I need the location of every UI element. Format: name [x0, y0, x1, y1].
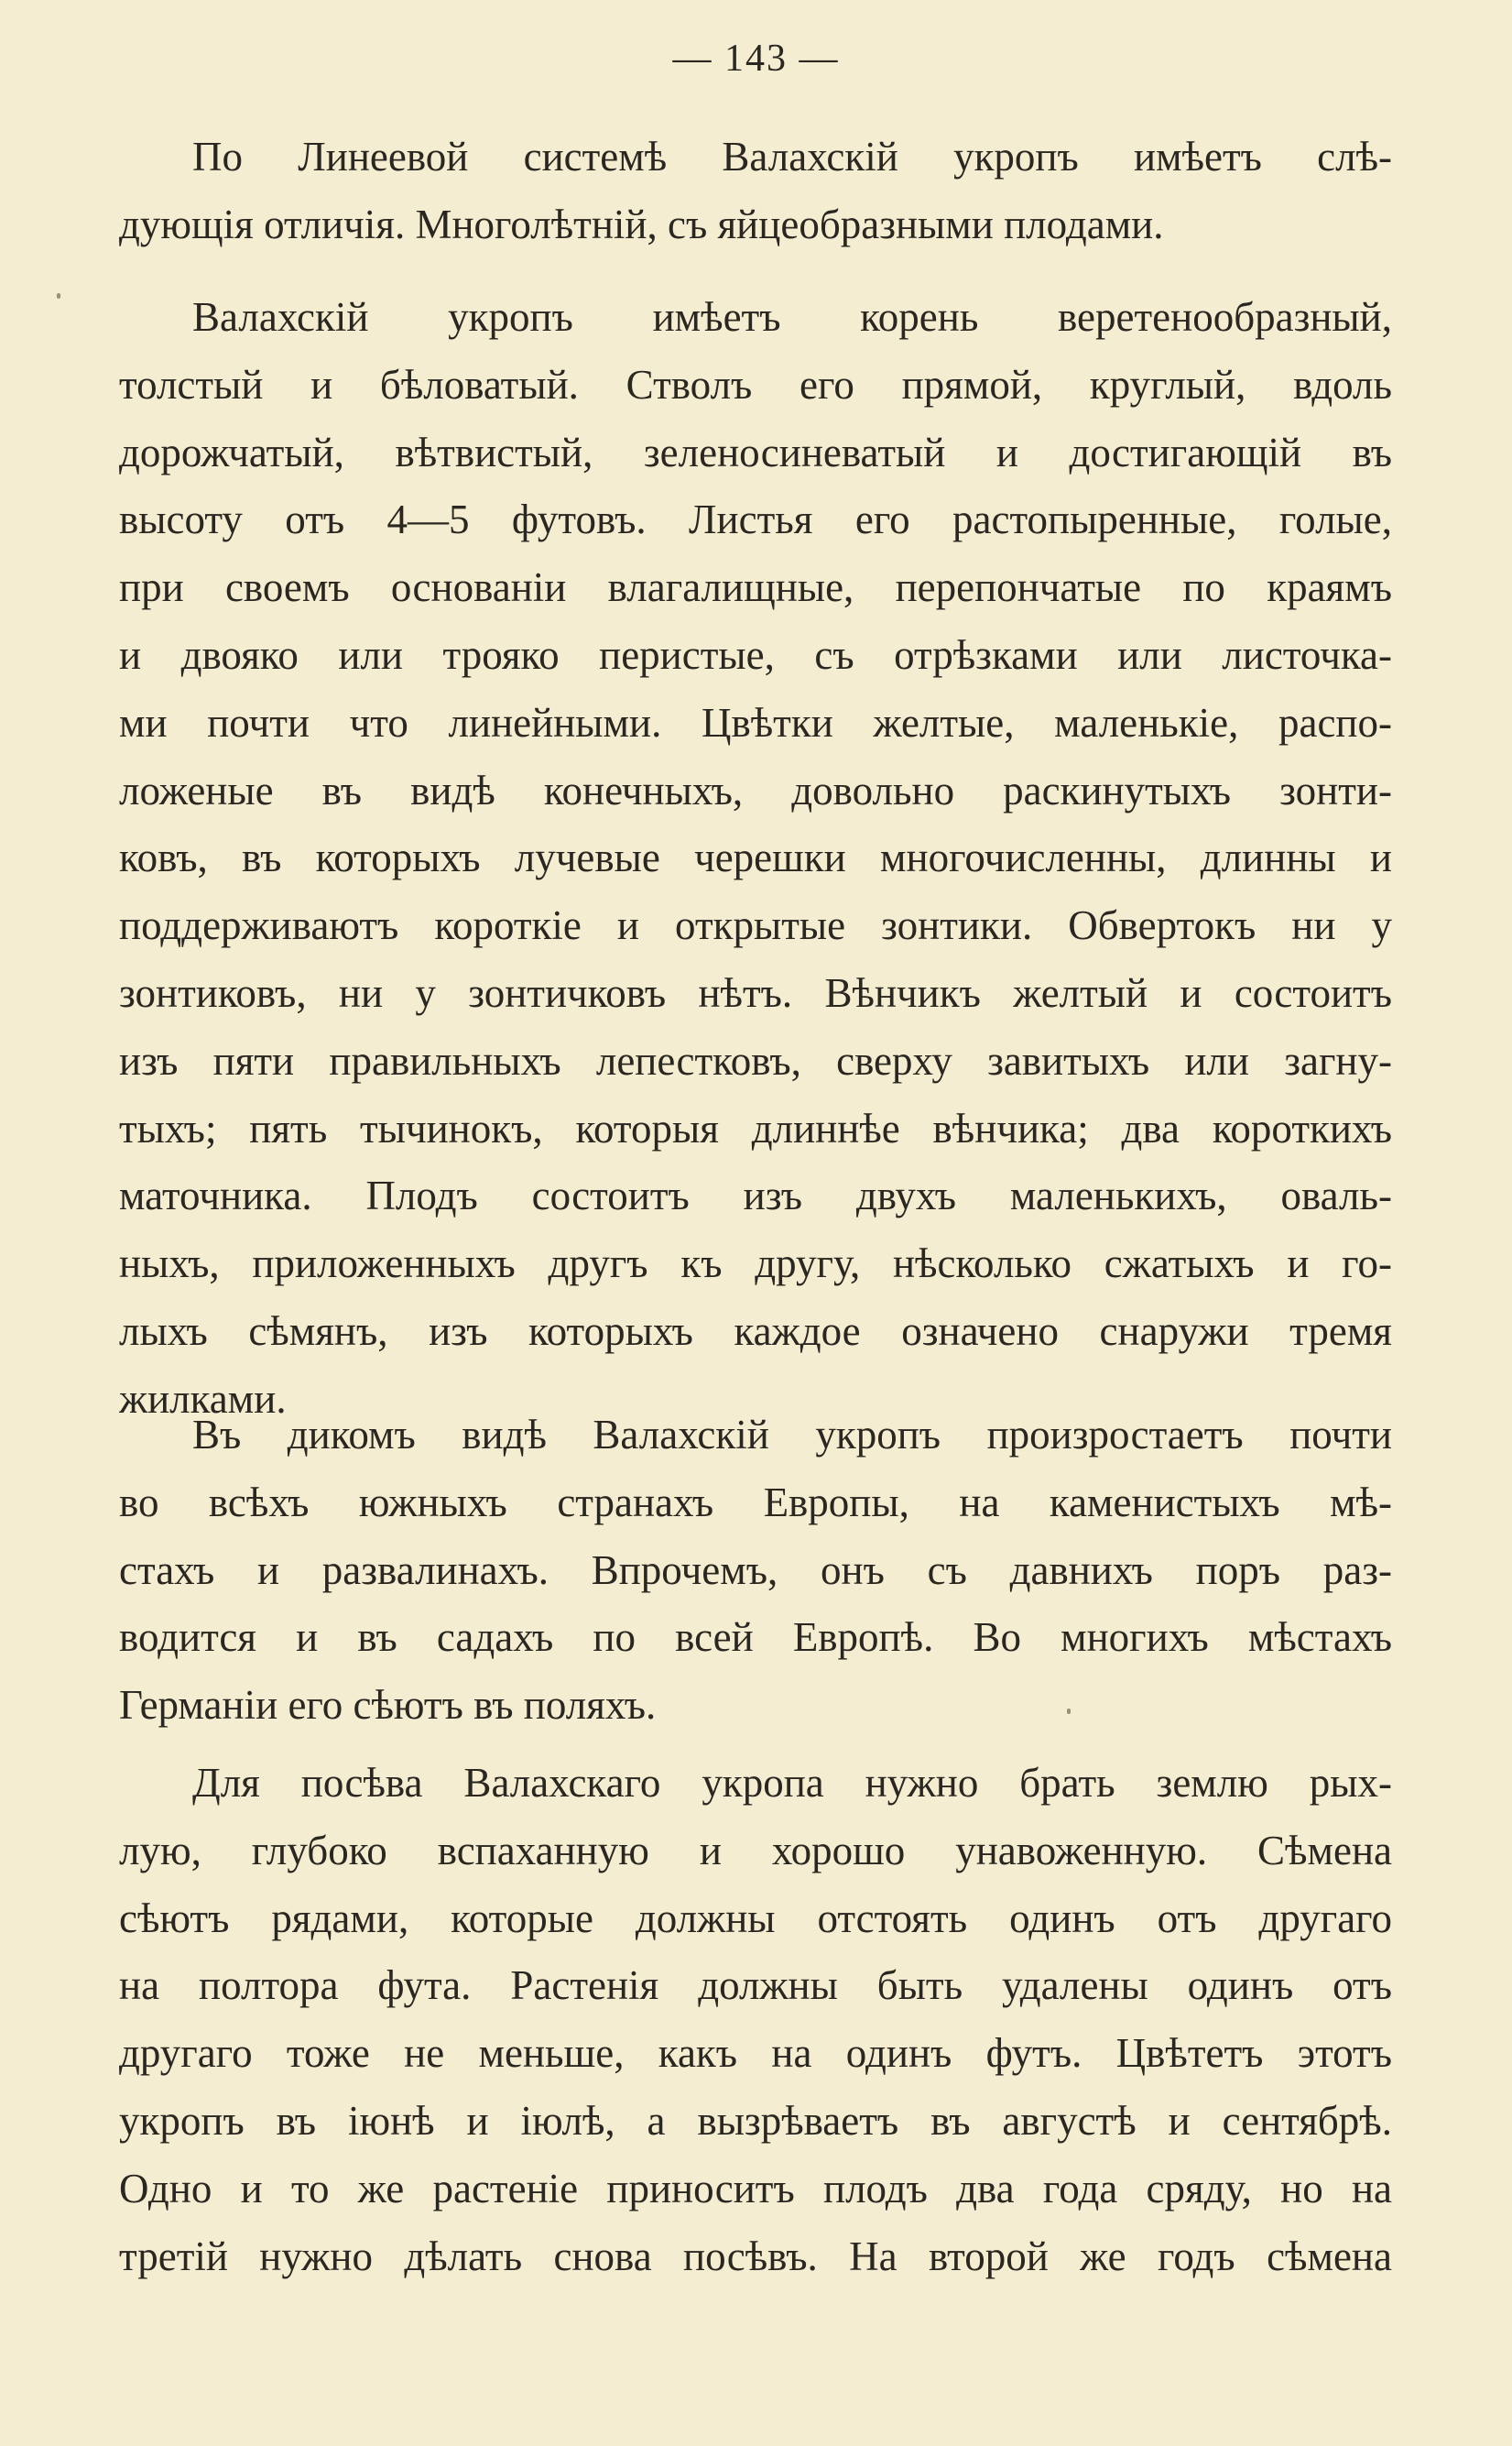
text-line: жилками.	[119, 1375, 287, 1422]
text-line: Для посѣва Валахскаго укропа нужно брать землю рых-	[192, 1760, 1392, 1806]
text-line: дорожчатый, вѣтвистый, зеленосиневатый и достигающій въ	[119, 429, 1392, 475]
paper-speck	[57, 293, 60, 299]
text-line: высоту отъ 4—5 футовъ. Листья его растопыренные, голые,	[119, 497, 1392, 543]
text-line: на полтора фута. Растенія должны быть удалены одинъ отъ	[119, 1962, 1392, 2009]
paragraph-2	[119, 284, 1392, 1434]
text-line: маточника. Плодъ состоитъ изъ двухъ маленькихъ, оваль-	[119, 1173, 1392, 1219]
text-line: тыхъ; пять тычинокъ, которыя длиннѣе вѣнчика; два короткихъ	[119, 1105, 1392, 1152]
text-line: Въ дикомъ видѣ Валахскій укропъ произростаетъ почти	[192, 1412, 1392, 1458]
page-number: — 143 —	[672, 38, 840, 80]
text-line: дующія отличія. Многолѣтній, съ яйцеобразными плодами.	[119, 201, 1164, 247]
text-line: изъ пяти правильныхъ лепестковъ, сверху завитыхъ или загну-	[119, 1037, 1392, 1084]
text-line: поддерживаютъ короткіе и открытые зонтики. Обвертокъ ни у	[119, 902, 1392, 949]
text-line: ныхъ, приложенныхъ другъ къ другу, нѣсколько сжатыхъ и го-	[119, 1240, 1392, 1287]
text-line: и двояко или трояко перистые, съ отрѣзками или листочка-	[119, 631, 1392, 678]
text-line: лыхъ сѣмянъ, изъ которыхъ каждое означено снаружи тремя	[119, 1307, 1392, 1354]
text-line: По Линеевой системѣ Валахскій укропъ имѣетъ слѣ-	[192, 134, 1392, 180]
paragraph-4	[119, 1750, 1392, 2290]
text-line: сѣютъ рядами, которые должны отстоять одинъ отъ другаго	[119, 1895, 1392, 1941]
text-line: стахъ и развалинахъ. Впрочемъ, онъ съ давнихъ поръ раз-	[119, 1546, 1392, 1593]
text-line: Одно и то же растеніе приноситъ плодъ два года сряду, но на	[119, 2165, 1392, 2211]
text-line: водится и въ садахъ по всей Европѣ. Во многихъ мѣстахъ	[119, 1614, 1392, 1661]
paragraph-1	[119, 124, 1392, 259]
text-line: укропъ въ іюнѣ и іюлѣ, а вызрѣваетъ въ августѣ и сентябрѣ.	[119, 2097, 1392, 2144]
paragraph-3	[119, 1402, 1392, 1740]
text-line: Германіи его сѣютъ въ поляхъ.	[119, 1682, 657, 1729]
text-line: ковъ, въ которыхъ лучевые черешки многочисленны, длинны и	[119, 835, 1392, 881]
text-line: при своемъ основаніи влагалищные, перепончатые по краямъ	[119, 564, 1392, 611]
text-line: ложеные въ видѣ конечныхъ, довольно раскинутыхъ зонти-	[119, 767, 1392, 814]
text-line: Валахскій укропъ имѣетъ корень веретенообразный,	[192, 294, 1392, 340]
text-line: толстый и бѣловатый. Стволъ его прямой, круглый, вдоль	[119, 361, 1392, 408]
text-line: зонтиковъ, ни у зонтичковъ нѣтъ. Вѣнчикъ желтый и состоитъ	[119, 969, 1392, 1016]
text-line: третій нужно дѣлать снова посѣвъ. На второй же годъ сѣмена	[119, 2233, 1392, 2279]
text-line: ми почти что линейными. Цвѣтки желтые, маленькіе, распо-	[119, 699, 1392, 746]
text-line: другаго тоже не меньше, какъ на одинъ футъ. Цвѣтетъ этотъ	[119, 2030, 1392, 2077]
paper-speck	[1067, 1709, 1071, 1714]
text-line: лую, глубоко вспаханную и хорошо унавоженную. Сѣмена	[119, 1827, 1392, 1873]
text-line: во всѣхъ южныхъ странахъ Европы, на каменистыхъ мѣ-	[119, 1479, 1392, 1525]
